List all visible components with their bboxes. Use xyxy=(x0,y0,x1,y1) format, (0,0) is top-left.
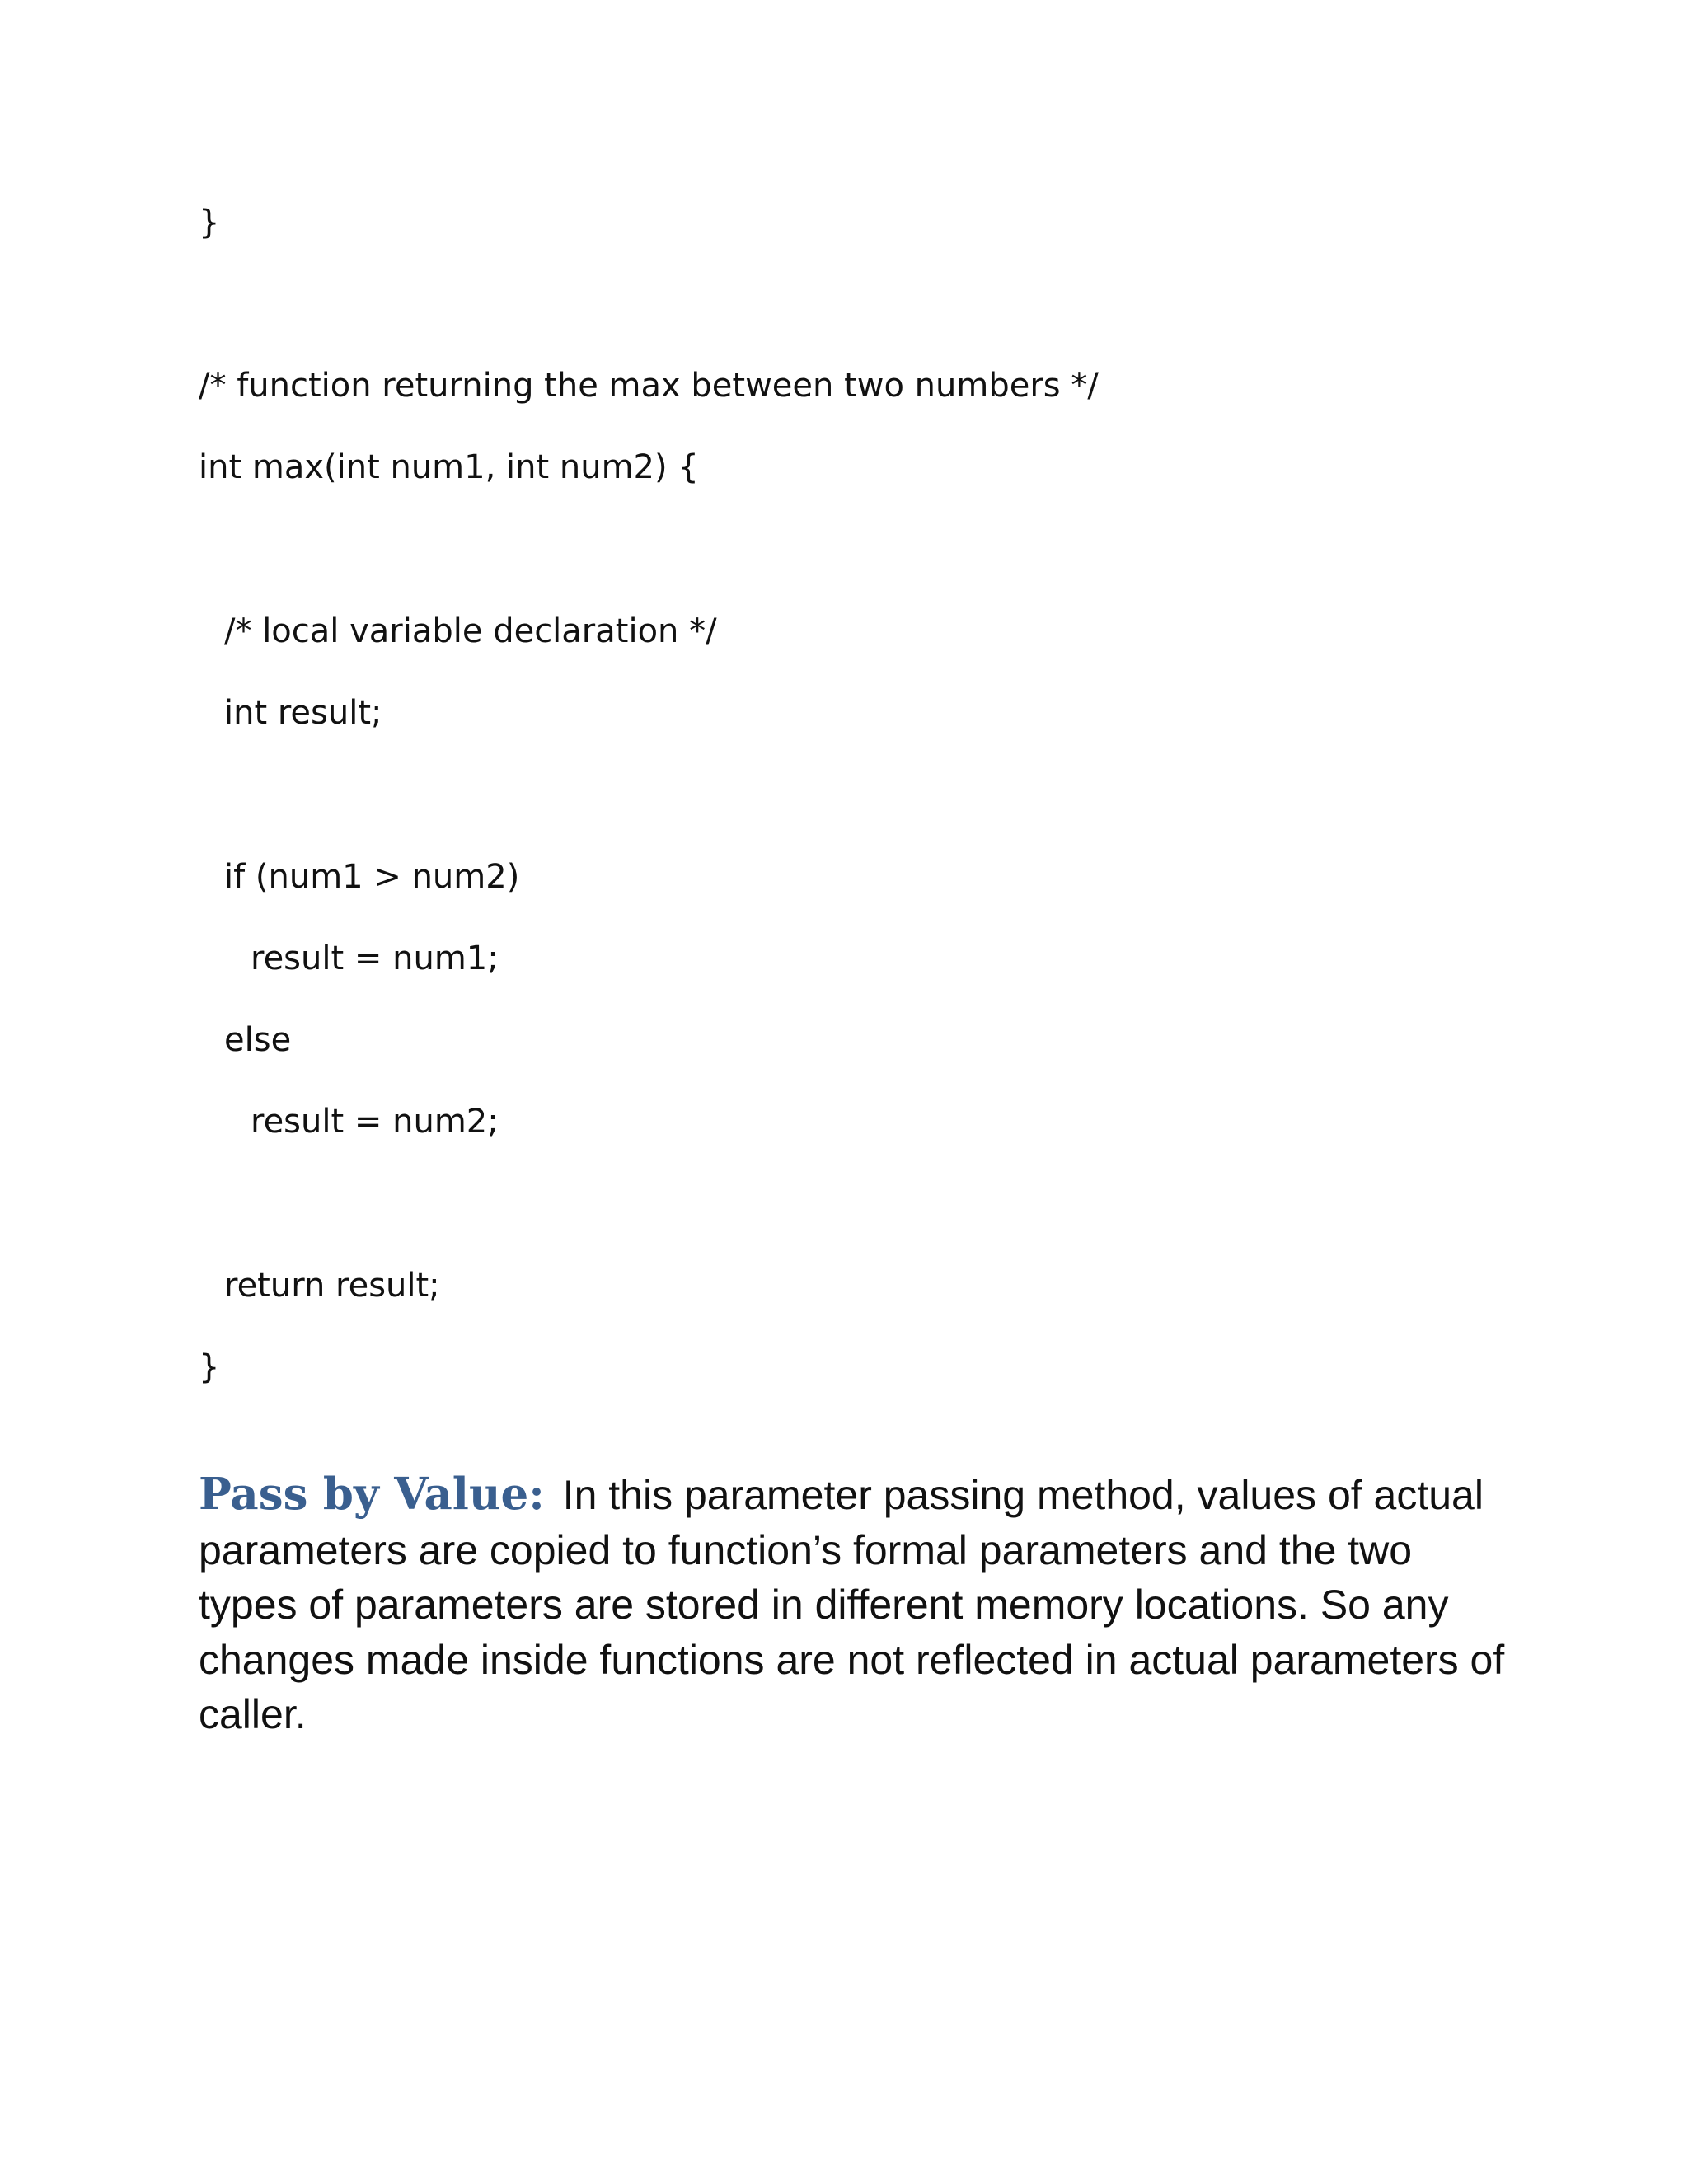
section-heading: Pass by Value: xyxy=(199,1469,545,1520)
code-line: else xyxy=(224,1021,292,1059)
section-body: In this parameter passing method, values of actual parameters are copied to function’s formal parameters and the two types of parameters are stored in different memory locations. So any changes made inside functions are not reflected in actual parameters of caller. xyxy=(199,1472,1505,1737)
code-line: result = num1; xyxy=(251,940,499,977)
code-line: result = num2; xyxy=(251,1103,499,1141)
code-line: } xyxy=(199,1348,220,1386)
code-line: if (num1 > num2) xyxy=(224,858,520,896)
code-line: return result; xyxy=(224,1267,440,1305)
pass-by-value-paragraph xyxy=(199,1467,1517,1742)
code-line: } xyxy=(199,204,220,241)
code-line: int result; xyxy=(224,694,382,732)
code-line: /* local variable declaration */ xyxy=(224,612,717,650)
code-line: /* function returning the max between two numbers */ xyxy=(199,367,1099,405)
code-line: int max(int num1, int num2) { xyxy=(199,448,699,486)
